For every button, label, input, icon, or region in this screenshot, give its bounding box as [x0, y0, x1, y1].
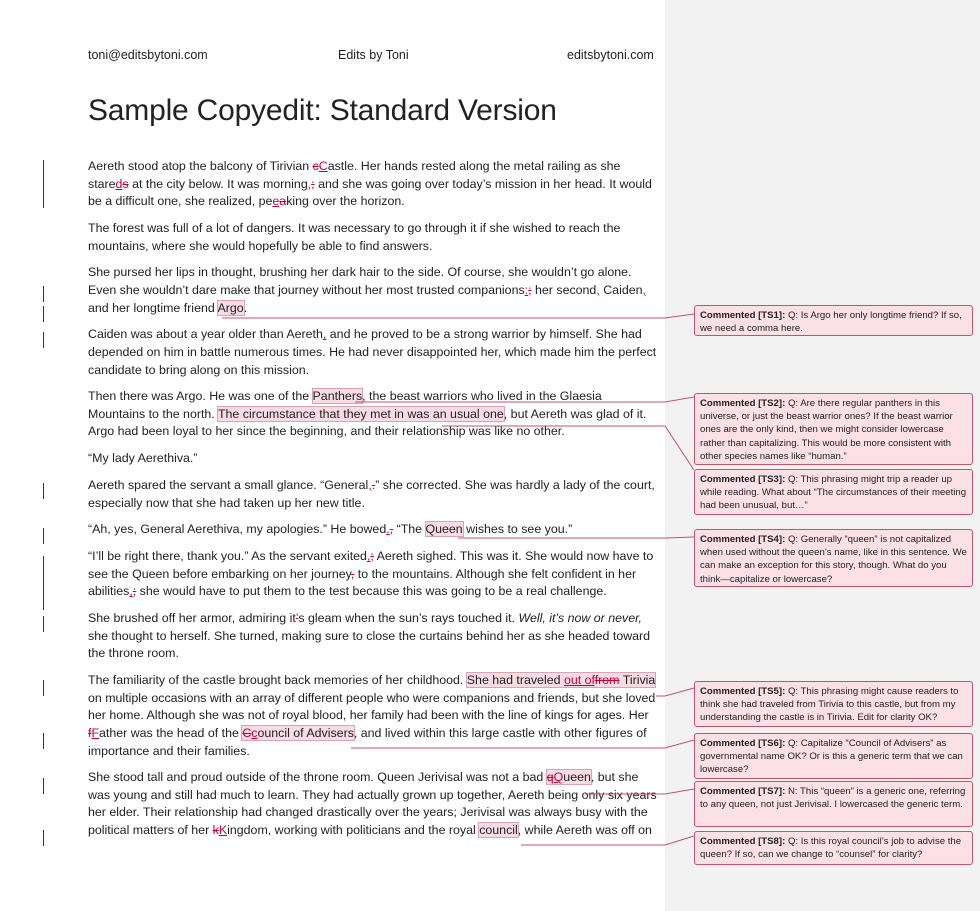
deletion: k [212, 823, 219, 838]
comment-ts1[interactable]: Commented [TS1]: Q: Is Argo her only longtime friend? If so, we need a comma here. [694, 305, 973, 336]
change-bar [43, 528, 44, 544]
paragraph: Caiden was about a year older than Aereth, and he proved to be a strong warrior by himself. She had depended on him in battle numerous times. He had never disappointed her, which made him the perfect candidate to bring along on this mission. [88, 327, 657, 377]
document-title: Sample Copyedit: Standard Version [88, 94, 557, 127]
comment-ts5[interactable]: Commented [TS5]: Q: This phrasing might cause readers to think she had traveled from Tirivia to this castle, but from my understanding the castle is in Tirivia. Edit for clarity OK? [694, 681, 973, 727]
deletion: s [122, 176, 129, 191]
insertion: : [524, 282, 529, 297]
insertion: d [115, 176, 123, 191]
insertion: . [386, 522, 390, 537]
change-bar [43, 733, 44, 749]
paragraph: She brushed off her armor, admiring it’s gleam when the sun’s rays touched it. Well, it’s now or never, she thought to herself. She turned, making sure to close the curtains behind her as she headed toward the throne room. [88, 611, 651, 661]
insertion: out of [563, 673, 595, 688]
deletion: a [279, 194, 287, 209]
comment-ts8[interactable]: Commented [TS8]: Q: Is this royal council’s job to advise the queen? If so, can we change to “counsel” for clarity? [694, 831, 973, 865]
comment-anchor-ts3[interactable]: The circumstance that they met in was an usual one [217, 406, 504, 421]
paragraph: “My lady Aerethiva.” [88, 451, 198, 466]
comment-ts4[interactable]: Commented [TS4]: Q: Generally “queen” is not capitalized when used without the queen’s name, like in this sentence. We can make an exception for this story, though. What do you think—capitalize or lowercase? [694, 529, 973, 587]
paragraph: She stood tall and proud outside of the throne room. Queen Jerivisal was not a bad qQueen, but she was young and still had much to learn. They had actually grown up together, Aereth being only six years her elder. Their relationship had changed drastically over the years; Jerivisal was always busy with the political matters of her kKingdom, working with politicians and the royal council, while Aereth was off on [88, 770, 657, 838]
change-bar [43, 778, 44, 794]
comment-anchor-ts5[interactable]: She had traveled out offrom Tirivia [466, 673, 656, 688]
insertion: Q [553, 770, 564, 785]
paragraph: Aereth stood atop the balcony of Tirivian cCastle. Her hands rested along the metal railing as she stareds at the city below. It was morning,; and she was going over today’s mission in her head. It would be a difficult one, she realized, peeaking over the horizon. [88, 159, 652, 209]
paragraph: “Ah, yes, General Aerethiva, my apologies.” He bowed., “The Queen wishes to see you.” [88, 522, 573, 537]
change-bar [43, 160, 44, 208]
deletion: from [594, 673, 620, 688]
paragraph: “I’ll be right there, thank you.” As the servant exited,; Aereth sighed. This was it. She would now have to see the Queen before embarking on her journey, to the mountains. Although she felt confident in her abilities,; she would have to put them to the test because this was going to be a real challenge. [88, 549, 654, 599]
insertion: , [366, 549, 371, 564]
italic-text: Well, it’s now or never, [518, 611, 642, 626]
deletion: ; [528, 282, 532, 297]
deletion: q [546, 770, 554, 785]
deletion: c [312, 159, 319, 173]
deletion: ’ [295, 611, 299, 626]
paragraph: She pursed her lips in thought, brushing her dark hair to the side. Of course, she wouldn’t go alone. Even she wouldn’t dare make that journey without her most trusted companions:; her second, Caiden, and her longtime friend Argo. [88, 265, 646, 315]
deletion: ; [370, 549, 374, 564]
paragraph: The forest was full of a lot of dangers. It was necessary to go through it if she wished to reach the mountains, where she would hopefully be able to find answers. [88, 220, 621, 253]
comment-anchor-ts8[interactable]: council [479, 823, 518, 838]
comment-anchor-ts1[interactable]: Argo [217, 300, 244, 315]
paragraph: The familiarity of the castle brought back memories of her childhood. She had traveled out offrom Tirivia on multiple occasions with an array of different people who were companions and friends, but she loved her home. Although she was not of royal blood, her family had been with the line of kings for ages. Her fFather was the head of the Ccouncil of Advisers, and lived within this large castle with other figures of importance and their families. [88, 673, 656, 758]
deletion: ; [311, 176, 315, 191]
comment-ts2[interactable]: Commented [TS2]: Q: Are there regular panthers in this universe, or just the beast warrior ones? If the beast warrior ones are the only kind, then we might consider lowercase rather than capitalizing. This would be more consistent with other species names like “human.” [694, 393, 973, 465]
change-bar [43, 483, 44, 499]
insertion: e [272, 194, 280, 209]
insertion: , [322, 327, 327, 342]
insertion: , [368, 478, 372, 493]
comment-ts3[interactable]: Commented [TS3]: Q: This phrasing might trip a reader up while reading. What about “The circumstances of their meeting had been unusual, but…” [694, 469, 973, 515]
document-body [88, 158, 660, 849]
deletion: . [371, 478, 376, 493]
change-bar [43, 556, 44, 610]
insertion: C [318, 159, 328, 173]
change-bar [43, 616, 44, 632]
insertion: , [307, 176, 312, 191]
insertion: F [91, 725, 100, 740]
change-bar [43, 286, 44, 302]
paragraph: Then there was Argo. He was one of the Panthers, the beast warriors who lived in the Glaesia Mountains to the north. The circumstance that they met in was an usual one, but Aereth was glad of it. Argo had been loyal to her since the beginning, and their relationship was like no other. [88, 389, 647, 439]
insertion: , [642, 282, 646, 297]
change-bar [43, 332, 44, 348]
comment-anchor-ts7[interactable]: qQueen [546, 770, 591, 785]
header-site: editsbytoni.com [567, 48, 654, 62]
comment-anchor-ts6[interactable]: Ccouncil of Advisers [242, 725, 354, 740]
comment-anchor-ts2[interactable]: Panthers [312, 389, 363, 404]
deletion: ; [132, 584, 137, 599]
comment-ts6[interactable]: Commented [TS6]: Q: Capitalize “Council of Advisers” as governmental name OK? Or is this a generic term that we can lowercase? [694, 733, 973, 779]
change-bar [43, 680, 44, 696]
change-bar [43, 306, 44, 322]
deletion: f [88, 725, 92, 740]
paragraph: Aereth spared the servant a small glance. “General,.” she corrected. She was hardly a lady of the court, especially now that she had taken up her new title. [88, 478, 655, 510]
deletion: , [350, 566, 355, 581]
comment-ts7[interactable]: Commented [TS7]: N: This “queen” is a generic one, referring to any queen, not just Jerivisal. I lowercased the generic term. [694, 781, 973, 827]
insertion: , [596, 282, 600, 297]
deletion: , [389, 522, 394, 537]
header-title: Edits by Toni [338, 48, 409, 62]
insertion: , [129, 584, 133, 599]
deletion: C [242, 725, 252, 740]
insertion: c [251, 725, 258, 740]
comment-anchor-ts4[interactable]: Queen [425, 522, 463, 537]
header-email: toni@editsbytoni.com [88, 48, 208, 62]
insertion: K [218, 823, 228, 838]
change-bar [43, 830, 44, 846]
